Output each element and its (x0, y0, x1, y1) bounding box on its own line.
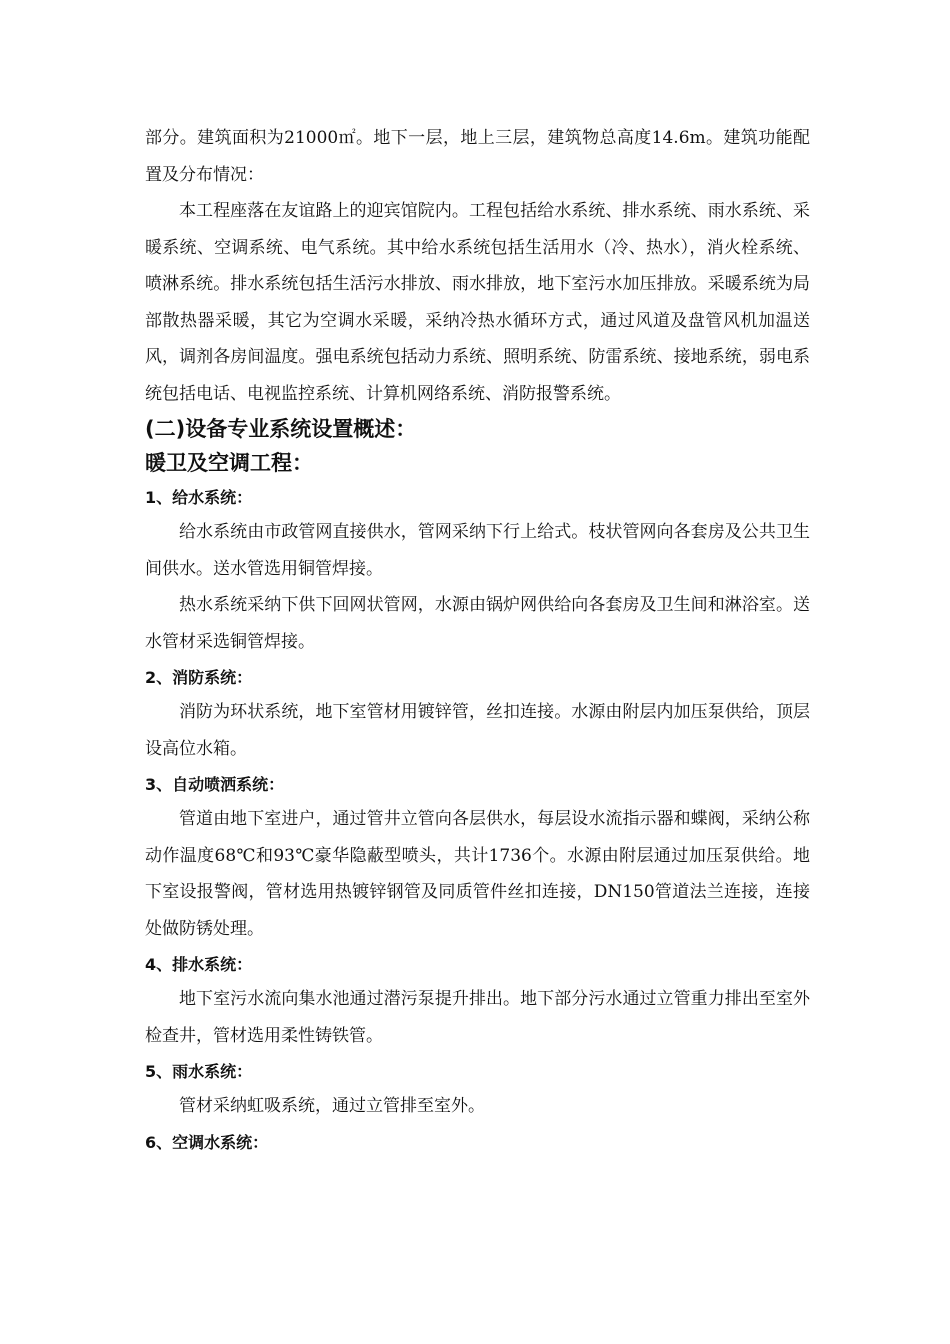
item-paragraph: 管材采纳虹吸系统，通过立管排至室外。 (179, 1096, 485, 1116)
item-paragraph: 热水系统采纳下供下回网状管网，水源由锅炉网供给向各套房及卫生间和淋浴室。送水管材采选铜管焊接。 (145, 595, 810, 652)
item-heading-rainwater: 5、雨水系统： (145, 1062, 253, 1081)
document-page (145, 120, 810, 1159)
item-heading-sprinkler: 3、自动喷洒系统： (145, 775, 285, 794)
item-heading-fire-protection: 2、消防系统： (145, 668, 253, 687)
item-paragraph: 消防为环状系统，地下室管材用镀锌管，丝扣连接。水源由附层内加压泵供给，顶层设高位水箱。 (145, 702, 810, 759)
item-heading-ac-water: 6、空调水系统： (145, 1132, 269, 1152)
section-title: (二)设备专业系统设置概述： (145, 417, 417, 441)
intro-paragraph-continued: 部分。建筑面积为21000㎡。地下一层，地上三层，建筑物总高度14.6m。建筑功能配置及分布情况： (145, 128, 810, 185)
item-paragraph: 地下室污水流向集水池通过潜污泵提升排出。地下部分污水通过立管重力排出至室外检查井，管材选用柔性铸铁管。 (145, 989, 810, 1046)
subsection-title: 暖卫及空调工程： (145, 451, 313, 475)
item-heading-water-supply: 1、给水系统： (145, 488, 253, 507)
item-paragraph: 给水系统由市政管网直接供水，管网采纳下行上给式。枝状管网向各套房及公共卫生间供水。送水管选用铜管焊接。 (145, 522, 810, 579)
item-heading-drainage: 4、排水系统： (145, 955, 253, 974)
item-paragraph: 管道由地下室进户，通过管井立管向各层供水，每层设水流指示器和蝶阀，采纳公称动作温度68℃和93℃豪华隐蔽型喷头，共计1736个。水源由附层通过加压泵供给。地下室设报警阀，管材选用热镀锌钢管及同质管件丝扣连接，DN150管道法兰连接，连接处做防锈处理。 (145, 809, 810, 939)
intro-paragraph: 本工程座落在友谊路上的迎宾馆院内。工程包括给水系统、排水系统、雨水系统、采暖系统、空调系统、电气系统。其中给水系统包括生活用水（冷、热水），消火栓系统、喷淋系统。排水系统包括生活污水排放、雨水排放，地下室污水加压排放。采暖系统为局部散热器采暖，其它为空调水采暖，采纳冷热水循环方式，通过风道及盘管风机加温送风，调剂各房间温度。强电系统包括动力系统、照明系统、防雷系统、接地系统，弱电系统包括电话、电视监控系统、计算机网络系统、消防报警系统。 (145, 201, 810, 404)
